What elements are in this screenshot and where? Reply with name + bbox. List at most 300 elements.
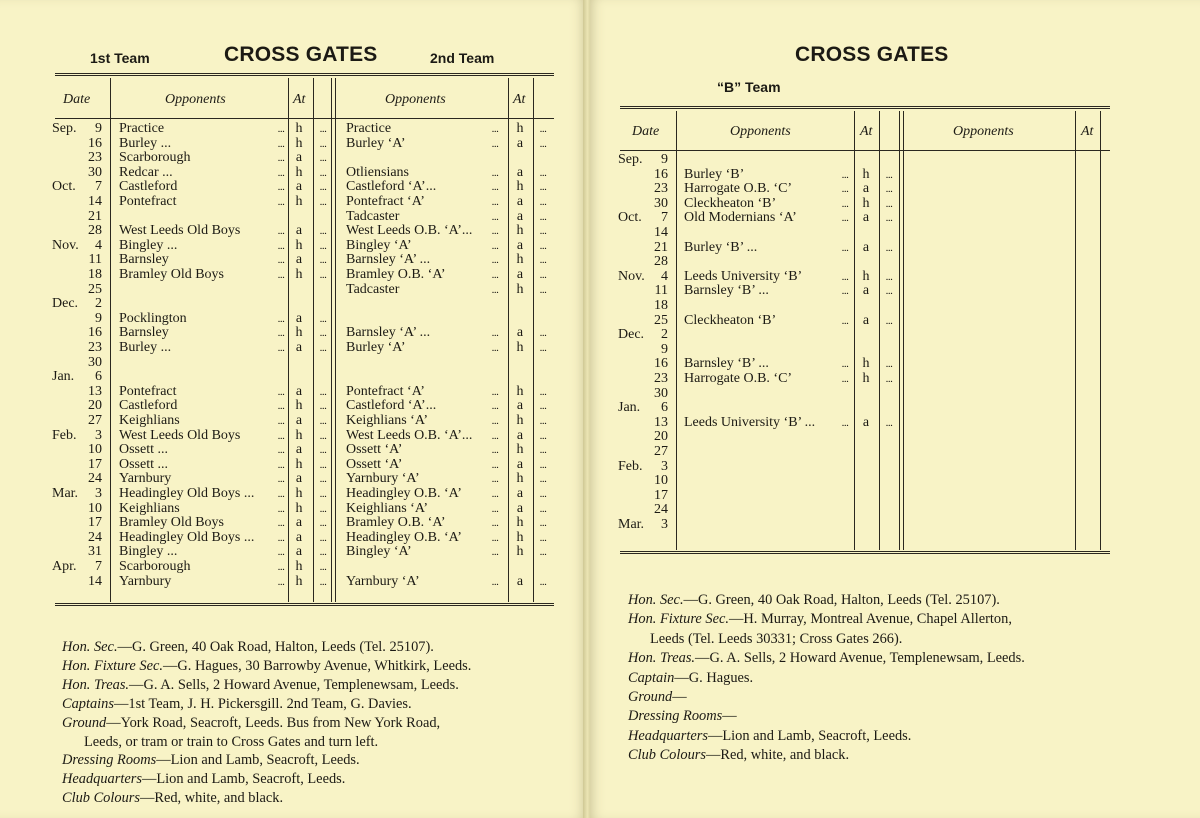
fixture-venue: h	[295, 267, 303, 282]
info-line	[62, 675, 459, 695]
fixture-opponent-2: Tadcaster	[346, 208, 400, 224]
fixture-opponent: West Leeds Old Boys	[119, 223, 241, 239]
fixture-opponent: Burley ...	[119, 135, 172, 151]
info-line	[628, 590, 1000, 610]
leader-dots: ...	[319, 502, 327, 515]
fixture-day: 30	[88, 164, 102, 180]
fixture-venue-2: h	[516, 442, 524, 458]
fixture-venue-2: a	[516, 194, 524, 209]
fixture-day: 14	[88, 573, 102, 589]
leader-dots: ...	[319, 400, 327, 413]
table-row	[52, 137, 552, 152]
fixture-venue-2: h	[516, 413, 524, 428]
top-rule	[620, 106, 1110, 109]
leader-dots: ...	[319, 342, 327, 354]
fixture-month: Jan.	[618, 400, 641, 416]
fixture-venue-2: h	[516, 471, 524, 487]
leader-dots: ...	[841, 285, 849, 298]
fixture-day: 30	[88, 354, 102, 370]
fixture-day: 4	[661, 268, 668, 284]
table-row	[618, 387, 1108, 402]
fixture-day: 23	[654, 371, 668, 386]
fixture-opponent-2: Bingley ‘A’	[346, 544, 412, 560]
leader-dots: ...	[539, 473, 547, 486]
leader-dots: ...	[277, 517, 285, 530]
table-row	[618, 270, 1108, 285]
fixture-opponent-2: Burley ‘A’	[346, 135, 406, 151]
leader-dots: ...	[885, 168, 893, 181]
leader-dots: ...	[277, 531, 285, 544]
fixture-opponent-2: Headingley O.B. ‘A’	[346, 486, 462, 501]
table-row	[618, 503, 1108, 518]
fixture-venue: a	[295, 413, 303, 428]
fixture-venue-2: a	[516, 486, 524, 501]
fixture-venue: a	[862, 312, 870, 328]
col-at2-header: At	[513, 92, 526, 107]
fixture-opponent: Leeds University ‘B’ ...	[684, 414, 816, 430]
table-row	[52, 166, 552, 181]
table-row	[618, 284, 1108, 299]
fixture-opponent: Headingley Old Boys ...	[119, 529, 255, 545]
leader-dots: ...	[277, 137, 285, 150]
table-row	[52, 151, 552, 166]
leader-dots: ...	[841, 358, 849, 371]
fixture-day: 9	[95, 121, 102, 136]
leader-dots: ...	[539, 444, 547, 457]
table-row	[618, 197, 1108, 212]
leader-dots: ...	[885, 373, 893, 385]
fixture-opponent: Cleckheaton ‘B’	[684, 312, 777, 328]
fixture-day: 2	[95, 296, 102, 312]
fixture-day: 18	[654, 298, 668, 313]
table-row	[618, 489, 1108, 504]
bottom-rule	[55, 603, 554, 606]
col-opponents2-header: Opponents	[385, 92, 446, 107]
fixture-day: 31	[88, 544, 102, 560]
fixture-venue: a	[295, 179, 303, 195]
fixture-day: 9	[661, 341, 668, 357]
leader-dots: ...	[277, 575, 285, 588]
fixture-venue-2: h	[516, 515, 524, 531]
fixture-day: 10	[654, 473, 668, 489]
leader-dots: ...	[319, 575, 327, 588]
leader-dots: ...	[539, 210, 547, 223]
leader-dots: ...	[319, 196, 327, 208]
fixture-venue-2: h	[516, 340, 524, 355]
leader-dots: ...	[539, 385, 547, 398]
fixture-venue: h	[862, 268, 870, 284]
info-line	[62, 694, 412, 714]
header-rule	[55, 118, 554, 119]
info-value: —G. A. Sells, 2 Howard Avenue, Templenewsam, Leeds.	[129, 676, 459, 693]
info-line	[628, 668, 753, 688]
leader-dots: ...	[539, 196, 547, 208]
fixture-day: 7	[95, 559, 102, 574]
fixture-day: 24	[654, 502, 668, 518]
col-at2-header: At	[1081, 124, 1094, 139]
fixture-day: 3	[661, 517, 668, 532]
fixture-opponent: Barnsley	[119, 252, 169, 268]
col-at-header: At	[293, 92, 306, 107]
fixture-day: 24	[88, 529, 102, 545]
leader-dots: ...	[277, 269, 285, 281]
leader-dots: ...	[491, 137, 499, 150]
fixture-opponent: Keighlians	[119, 413, 180, 428]
fixture-venue-2: a	[516, 237, 524, 253]
info-label: Club Colours	[628, 747, 706, 764]
fixture-month: Dec.	[52, 296, 79, 312]
fixture-month: Jan.	[52, 369, 75, 385]
info-line	[628, 648, 1025, 668]
leader-dots: ...	[491, 458, 499, 471]
leader-dots: ...	[319, 488, 327, 500]
info-value: Leeds, or tram or train to Cross Gates and turn left.	[84, 733, 379, 750]
fixture-venue-2: h	[516, 529, 524, 545]
leader-dots: ...	[491, 327, 499, 340]
fixture-venue: h	[862, 371, 870, 386]
leader-dots: ...	[319, 473, 327, 486]
fixture-venue-2: a	[516, 398, 524, 414]
fixture-venue-2: h	[516, 121, 524, 136]
fixture-day: 6	[661, 400, 668, 416]
leader-dots: ...	[277, 196, 285, 208]
leader-dots: ...	[319, 137, 327, 150]
fixture-month: Mar.	[618, 517, 645, 532]
fixture-day: 24	[88, 471, 102, 487]
info-line	[650, 629, 902, 649]
leader-dots: ...	[539, 283, 547, 296]
fixture-venue-2: a	[516, 164, 524, 180]
leader-dots: ...	[539, 239, 547, 252]
leader-dots: ...	[491, 575, 499, 588]
fixture-day: 13	[654, 414, 668, 430]
table-row	[618, 241, 1108, 256]
fixture-day: 21	[654, 239, 668, 255]
fixture-opponent: Pontefract	[119, 194, 177, 209]
left-page	[0, 0, 585, 818]
fixture-opponent-2: Tadcaster	[346, 281, 400, 297]
fixture-opponent-2: Yarnbury ‘A’	[346, 573, 420, 589]
col-date-header: Date	[632, 124, 660, 139]
leader-dots: ...	[491, 283, 499, 296]
leader-dots: ...	[319, 181, 327, 194]
table-row	[618, 416, 1108, 431]
table-row	[618, 328, 1108, 343]
info-line	[628, 706, 737, 726]
fixture-day: 14	[88, 194, 102, 209]
fixture-opponent: Harrogate O.B. ‘C’	[684, 371, 793, 386]
leader-dots: ...	[491, 444, 499, 457]
fixture-venue: a	[295, 252, 303, 268]
leader-dots: ...	[277, 239, 285, 252]
fixture-venue: a	[862, 210, 870, 226]
leader-dots: ...	[885, 270, 893, 283]
table-row	[52, 502, 552, 517]
info-label: Hon. Fixture Sec.	[628, 611, 729, 628]
page-title: CROSS GATES	[224, 43, 378, 66]
leader-dots: ...	[539, 137, 547, 150]
fixture-day: 11	[88, 252, 102, 268]
fixture-day: 23	[88, 150, 102, 166]
fixture-venue-2: a	[516, 427, 524, 443]
leader-dots: ...	[539, 517, 547, 530]
leader-dots: ...	[319, 254, 327, 267]
leader-dots: ...	[277, 312, 285, 325]
fixture-opponent-2: Keighlians ‘A’	[346, 500, 429, 516]
fixture-venue: a	[295, 515, 303, 531]
fixture-month: Apr.	[52, 559, 77, 574]
table-row	[618, 314, 1108, 329]
fixture-day: 27	[654, 444, 668, 459]
fixture-opponent: Burley ‘B’ ...	[684, 239, 758, 255]
info-line	[628, 609, 1012, 629]
leader-dots: ...	[277, 444, 285, 457]
fixture-day: 10	[88, 500, 102, 516]
fixture-opponent: Bramley Old Boys	[119, 515, 224, 531]
col-date-header: Date	[63, 92, 91, 107]
info-value: —York Road, Seacroft, Leeds. Bus from New York Road,	[106, 714, 441, 731]
fixture-venue: a	[862, 414, 870, 430]
table-row	[52, 253, 552, 268]
leader-dots: ...	[319, 429, 327, 442]
leader-dots: ...	[277, 429, 285, 442]
leader-dots: ...	[319, 517, 327, 530]
fixture-opponent-2: Bramley O.B. ‘A’	[346, 267, 446, 282]
leader-dots: ...	[491, 269, 499, 281]
info-line	[628, 726, 911, 746]
fixture-opponent-2: West Leeds O.B. ‘A’...	[346, 427, 473, 443]
leader-dots: ...	[841, 270, 849, 283]
leader-dots: ...	[885, 314, 893, 327]
leader-dots: ...	[319, 444, 327, 457]
table-row	[52, 575, 552, 590]
top-rule	[55, 73, 554, 76]
info-value: —1st Team, J. H. Pickersgill. 2nd Team, G. Davies.	[113, 695, 412, 712]
fixture-venue-2: h	[516, 252, 524, 268]
table-row	[618, 168, 1108, 183]
leader-dots: ...	[841, 416, 849, 429]
leader-dots: ...	[491, 210, 499, 223]
leader-dots: ...	[319, 327, 327, 340]
leader-dots: ...	[539, 342, 547, 354]
table-row	[52, 545, 552, 560]
leader-dots: ...	[319, 166, 327, 179]
table-row	[618, 255, 1108, 270]
fixture-opponent: Harrogate O.B. ‘C’	[684, 181, 793, 197]
info-label: Hon. Fixture Sec.	[62, 657, 163, 674]
fixture-venue: h	[862, 166, 870, 182]
table-row	[52, 283, 552, 298]
table-row	[52, 195, 552, 210]
fixture-day: 6	[95, 369, 102, 385]
table-row	[52, 487, 552, 502]
fixture-day: 25	[654, 312, 668, 328]
fixture-venue: a	[295, 310, 303, 326]
fixture-venue: a	[295, 223, 303, 239]
info-line	[84, 732, 378, 752]
fixture-opponent: Leeds University ‘B’	[684, 268, 803, 284]
leader-dots: ...	[491, 488, 499, 500]
table-row	[52, 385, 552, 400]
fixture-month: Nov.	[52, 237, 79, 253]
leader-dots: ...	[885, 197, 893, 210]
col-opponents2-header: Opponents	[953, 124, 1014, 139]
fixture-opponent-2: Barnsley ‘A’ ...	[346, 252, 431, 268]
info-value: —G. Hagues.	[674, 669, 754, 686]
leader-dots: ...	[277, 458, 285, 471]
fixture-venue: h	[295, 500, 303, 516]
fixture-opponent: Pontefract	[119, 383, 177, 399]
leader-dots: ...	[539, 166, 547, 179]
fixture-day: 14	[654, 225, 668, 240]
leader-dots: ...	[885, 212, 893, 225]
fixture-venue: h	[295, 194, 303, 209]
team1-label: 1st Team	[90, 50, 150, 66]
table-row	[52, 341, 552, 356]
leader-dots: ...	[491, 196, 499, 208]
fixture-opponent-2: Castleford ‘A’...	[346, 179, 437, 195]
fixture-venue: a	[862, 239, 870, 255]
fixture-opponent: Scarborough	[119, 150, 191, 166]
fixture-opponent-2: Otliensians	[346, 164, 409, 180]
fixture-venue: h	[295, 135, 303, 151]
fixture-day: 3	[95, 427, 102, 443]
fixture-day: 2	[661, 327, 668, 343]
leader-dots: ...	[885, 285, 893, 298]
fixture-day: 10	[88, 442, 102, 458]
table-row	[618, 460, 1108, 475]
fixture-opponent: Bramley Old Boys	[119, 267, 224, 282]
leader-dots: ...	[539, 181, 547, 194]
info-value: —Red, white, and black.	[705, 747, 850, 764]
leader-dots: ...	[539, 225, 547, 238]
fixture-day: 23	[88, 340, 102, 355]
fixture-month: Sep.	[618, 152, 643, 167]
table-row	[52, 429, 552, 444]
leader-dots: ...	[277, 254, 285, 267]
fixture-venue: h	[295, 121, 303, 136]
info-label: Headquarters	[628, 727, 708, 744]
leader-dots: ...	[539, 415, 547, 427]
leader-dots: ...	[319, 531, 327, 544]
table-row	[618, 182, 1108, 197]
fixture-venue-2: h	[516, 544, 524, 560]
table-row	[618, 401, 1108, 416]
fixture-venue: a	[295, 529, 303, 545]
info-line	[62, 713, 440, 733]
fixture-venue: a	[862, 283, 870, 299]
leader-dots: ...	[319, 385, 327, 398]
fixture-opponent: Yarnbury	[119, 573, 172, 589]
fixture-opponent: Ossett ...	[119, 456, 168, 472]
fixture-venue: h	[295, 427, 303, 443]
leader-dots: ...	[539, 429, 547, 442]
info-value: —Red, white, and black.	[139, 790, 284, 807]
table-row	[618, 357, 1108, 372]
fixture-month: Feb.	[618, 458, 643, 474]
fixture-opponent: Barnsley ‘B’ ...	[684, 356, 769, 372]
leader-dots: ...	[277, 488, 285, 500]
fixture-opponent: West Leeds Old Boys	[119, 427, 241, 443]
leader-dots: ...	[491, 342, 499, 354]
fixture-month: Oct.	[52, 179, 76, 195]
leader-dots: ...	[277, 152, 285, 165]
leader-dots: ...	[539, 546, 547, 559]
fixture-venue-2: h	[516, 281, 524, 297]
table-row	[52, 356, 552, 371]
fixture-venue-2: a	[516, 267, 524, 282]
leader-dots: ...	[277, 415, 285, 427]
table-row	[52, 531, 552, 546]
leader-dots: ...	[319, 239, 327, 252]
fixture-day: 16	[654, 166, 668, 182]
fixture-day: 17	[654, 487, 668, 503]
table-row	[618, 343, 1108, 358]
page-title: CROSS GATES	[795, 43, 949, 66]
leader-dots: ...	[319, 561, 327, 573]
fixture-opponent: Pocklington	[119, 310, 187, 326]
info-value: —Lion and Lamb, Seacroft, Leeds.	[141, 771, 346, 788]
fixture-venue: h	[295, 559, 303, 574]
fixture-opponent-2: Practice	[346, 121, 392, 136]
fixture-day: 9	[95, 310, 102, 326]
fixture-opponent-2: West Leeds O.B. ‘A’...	[346, 223, 473, 239]
fixture-venue: h	[295, 164, 303, 180]
table-row	[618, 372, 1108, 387]
info-label: Captains	[62, 695, 114, 712]
fixture-opponent: Castleford	[119, 179, 178, 195]
fixture-day: 16	[88, 135, 102, 151]
table-row	[618, 474, 1108, 489]
leader-dots: ...	[841, 197, 849, 210]
leader-dots: ...	[277, 561, 285, 573]
fixture-day: 25	[88, 281, 102, 297]
leader-dots: ...	[539, 575, 547, 588]
leader-dots: ...	[277, 385, 285, 398]
table-row	[52, 414, 552, 429]
table-row	[52, 224, 552, 239]
fixture-opponent-2: Headingley O.B. ‘A’	[346, 529, 462, 545]
leader-dots: ...	[539, 327, 547, 340]
fixture-day: 30	[654, 195, 668, 211]
table-row	[618, 226, 1108, 241]
leader-dots: ...	[491, 546, 499, 559]
info-line	[62, 750, 360, 770]
leader-dots: ...	[319, 458, 327, 471]
col-opponents-header: Opponents	[165, 92, 226, 107]
leader-dots: ...	[277, 181, 285, 194]
fixture-opponent-2: Ossett ‘A’	[346, 442, 403, 458]
fixture-venue-2: a	[516, 135, 524, 151]
info-label: Hon. Sec.	[62, 639, 118, 655]
leader-dots: ...	[841, 314, 849, 327]
table-row	[618, 445, 1108, 460]
leader-dots: ...	[491, 181, 499, 194]
fixture-venue: h	[295, 325, 303, 341]
fixture-opponent: Headingley Old Boys ...	[119, 486, 255, 501]
leader-dots: ...	[491, 429, 499, 442]
leader-dots: ...	[277, 327, 285, 340]
info-line	[62, 769, 345, 789]
fixture-day: 30	[654, 385, 668, 401]
table-row	[52, 122, 552, 137]
table-row	[52, 180, 552, 195]
info-label: Club Colours	[62, 790, 140, 807]
leader-dots: ...	[491, 517, 499, 530]
leader-dots: ...	[539, 123, 547, 135]
fixture-venue-2: a	[516, 456, 524, 472]
table-row	[618, 153, 1108, 168]
